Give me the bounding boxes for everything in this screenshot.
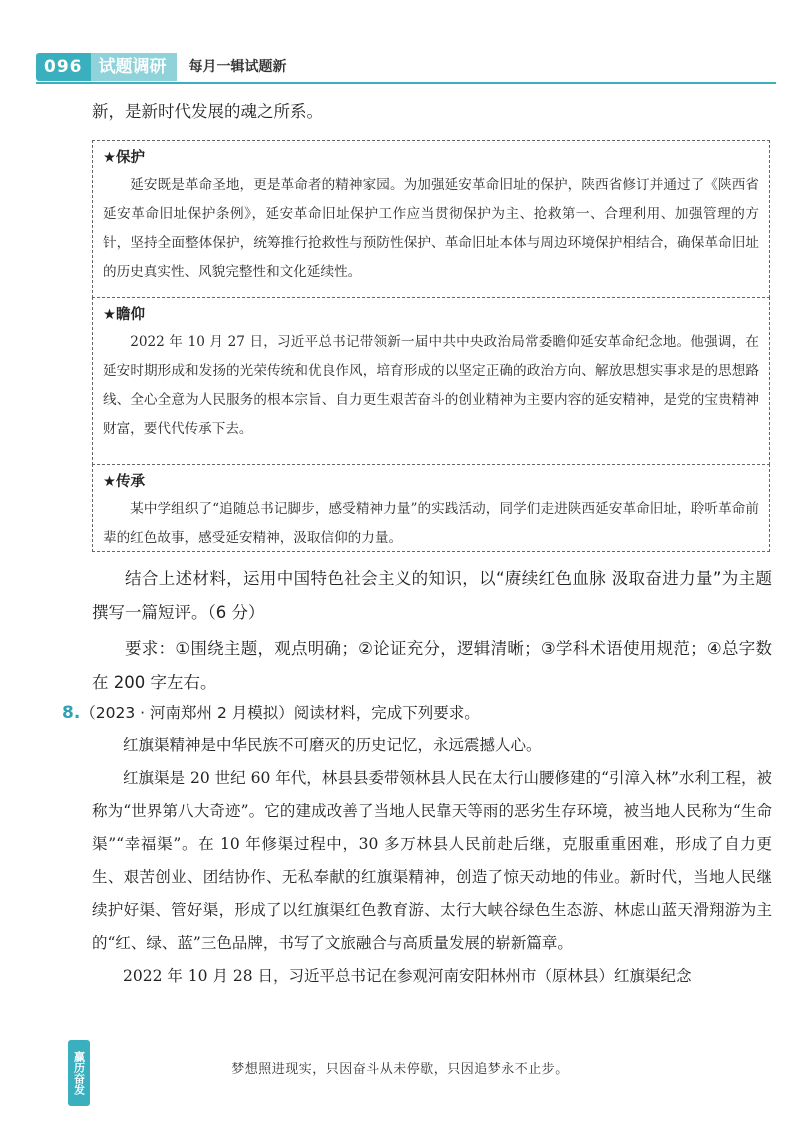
header-subtitle: 每月一辑试题新 — [188, 59, 287, 75]
page-number: 096 — [36, 53, 91, 81]
material-box-inheritance — [92, 464, 770, 552]
question8-material — [62, 729, 772, 993]
continued-text: 新，是新时代发展的魂之所系。 — [92, 102, 323, 121]
question-number: 8. — [62, 703, 81, 723]
question8-block — [62, 697, 772, 993]
header-divider — [36, 82, 776, 84]
box-title: ★传承 — [103, 474, 145, 490]
material-paragraph: 红旗渠是 20 世纪 60 年代，林县县委带领林县人民在太行山腰修建的“引漳入林”水利工程，被称为“世界第八大奇迹”。它的建成改善了当地人民靠天等雨的恶劣生存环境，被当地人民称为“生命渠”“幸福渠”。在 10 年修渠过程中，30 多万林县人民前赴后继，克服重重困难，形成了自力更生、艰苦创业、团结协作、无私奉献的红旗渠精神，创造了惊天动地的伟业。新时代，当地人民继续护好渠、管好渠，形成了以红旗渠红色教育游、太行大峡谷绿色生态游、林虑山蓝天滑翔游为主的“红、绿、蓝”三色品牌，书写了文旅融合与高质量发展的崭新篇章。 — [92, 769, 772, 952]
section-title: 试题调研 — [91, 53, 177, 81]
box-body: 延安既是革命圣地，更是革命者的精神家园。为加强延安革命旧址的保护，陕西省修订并通过了《陕西省延安革命旧址保护条例》，延安革命旧址保护工作应当贯彻保护为主、抢救第一、合理利用、加强管理的方针，坚持全面整体保护，统筹推行抢救性与预防性保护、革命旧址本体与周边环境保护相结合，确保革命旧址的历史真实性、风貌完整性和文化延续性。 — [103, 177, 759, 280]
question7-prompt: 结合上述材料，运用中国特色社会主义的知识，以“赓续红色血脉 汲取奋进力量”为主题撰写一篇短评。（6 分） — [92, 569, 772, 622]
box-body: 2022 年 10 月 27 日，习近平总书记带领新一届中共中央政治局常委瞻仰延安革命纪念地。他强调，在延安时期形成和发扬的光荣传统和优良作风，培育形成的以坚定正确的政治方向、解放思想实事求是的思想路线、全心全意为人民服务的根本宗旨、自力更生艰苦奋斗的创业精神为主要内容的延安精神，是党的宝贵精神财富，要代代传承下去。 — [103, 334, 759, 437]
footer-motto: 梦想照进现实，只因奋斗从未停歇，只因追梦永不止步。 — [231, 1062, 569, 1077]
box-body: 某中学组织了“追随总书记脚步，感受精神力量”的实践活动，同学们走进陕西延安革命旧址，聆听革命前辈的红色故事，感受延安精神，汲取信仰的力量。 — [103, 501, 759, 546]
material-box-protection — [92, 140, 770, 298]
footer-badge-text: 赢历奋发 — [72, 1051, 86, 1095]
question8-header — [62, 697, 772, 729]
page-header — [36, 52, 776, 86]
box-title: ★瞻仰 — [103, 307, 145, 323]
question7-block — [92, 562, 772, 700]
material-paragraph: 2022 年 10 月 28 日，习近平总书记在参观河南安阳林州市（原林县）红旗渠纪念 — [123, 967, 692, 985]
material-box-visit — [92, 297, 770, 465]
box-title: ★保护 — [103, 150, 145, 166]
header-bar — [36, 52, 299, 82]
question8-source: （2023 · 河南郑州 2 月模拟）阅读材料，完成下列要求。 — [80, 704, 480, 722]
material-paragraph: 红旗渠精神是中华民族不可磨灭的历史记忆，永远震撼人心。 — [123, 736, 542, 754]
question7-requirements: 要求：①围绕主题，观点明确；②论证充分，逻辑清晰；③学科术语使用规范；④总字数在 200 字左右。 — [92, 639, 772, 692]
